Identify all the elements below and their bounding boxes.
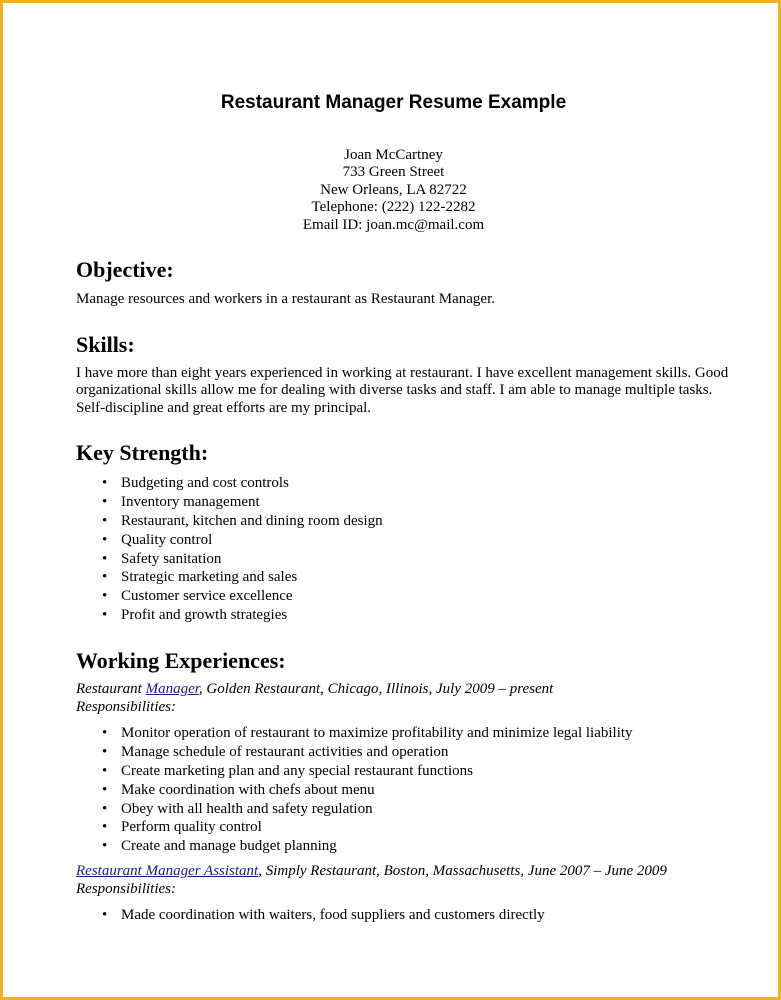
list-item: • Make coordination with chefs about menu xyxy=(76,781,633,800)
job-link-manager[interactable]: Manager xyxy=(145,681,199,697)
list-item: • Customer service excellence xyxy=(76,587,383,606)
objective-heading: Objective: xyxy=(76,257,174,282)
responsibilities-label: Responsibilities: xyxy=(76,699,176,715)
contact-street: 733 Green Street xyxy=(342,164,445,181)
list-item: • Made coordination with waiters, food suppliers and customers directly xyxy=(76,906,545,925)
skills-text: I have more than eight years experienced in working at restaurant. I have excellent management skills. Good organizational skills allow me for dealing with diverse tasks and staff. I am able to manage multiple tasks. Self-discipline and great efforts are my principal. xyxy=(76,365,729,416)
list-item: • Profit and growth strategies xyxy=(76,606,383,625)
contact-block xyxy=(3,147,781,234)
responsibilities-label: Responsibilities: xyxy=(76,881,176,897)
job-prefix: Restaurant xyxy=(76,681,146,697)
contact-name: Joan McCartney xyxy=(344,147,443,163)
job-title-1 xyxy=(76,681,553,698)
list-item: • Obey with all health and safety regulation xyxy=(76,800,633,819)
contact-telephone: Telephone: (222) 122-2282 xyxy=(311,199,476,216)
list-item: • Quality control xyxy=(76,531,383,550)
list-item: • Inventory management xyxy=(76,493,383,512)
contact-email: Email ID: joan.mc@mail.com xyxy=(302,216,485,233)
list-item: • Create marketing plan and any special restaurant functions xyxy=(76,762,633,781)
contact-city: New Orleans, LA 82722 xyxy=(320,181,467,198)
job-details: , Simply Restaurant, Boston, Massachusetts, June 2007 – June 2009 xyxy=(258,863,667,879)
list-item: • Restaurant, kitchen and dining room design xyxy=(76,512,383,531)
list-item: • Create and manage budget planning xyxy=(76,837,633,856)
list-item: • Monitor operation of restaurant to maximize profitability and minimize legal liability xyxy=(76,724,633,743)
key-strength-heading: Key Strength: xyxy=(76,440,209,465)
responsibilities-list-1 xyxy=(76,724,633,856)
list-item: • Perform quality control xyxy=(76,818,633,837)
page-title: Restaurant Manager Resume Example xyxy=(220,92,567,113)
list-item: • Budgeting and cost controls xyxy=(76,474,383,493)
objective-text: Manage resources and workers in a restaurant as Restaurant Manager. xyxy=(76,291,496,307)
job-link-manager-assistant[interactable]: Restaurant Manager Assistant xyxy=(76,863,259,879)
job-title-2 xyxy=(76,863,667,880)
experience-heading: Working Experiences: xyxy=(76,648,286,673)
list-item: • Strategic marketing and sales xyxy=(76,568,383,587)
job-details: , Golden Restaurant, Chicago, Illinois, July 2009 – present xyxy=(198,681,554,697)
key-strength-list xyxy=(76,474,383,625)
responsibilities-list-2 xyxy=(76,906,545,925)
list-item: • Safety sanitation xyxy=(76,550,383,569)
skills-heading: Skills: xyxy=(76,332,135,357)
list-item: • Manage schedule of restaurant activities and operation xyxy=(76,743,633,762)
